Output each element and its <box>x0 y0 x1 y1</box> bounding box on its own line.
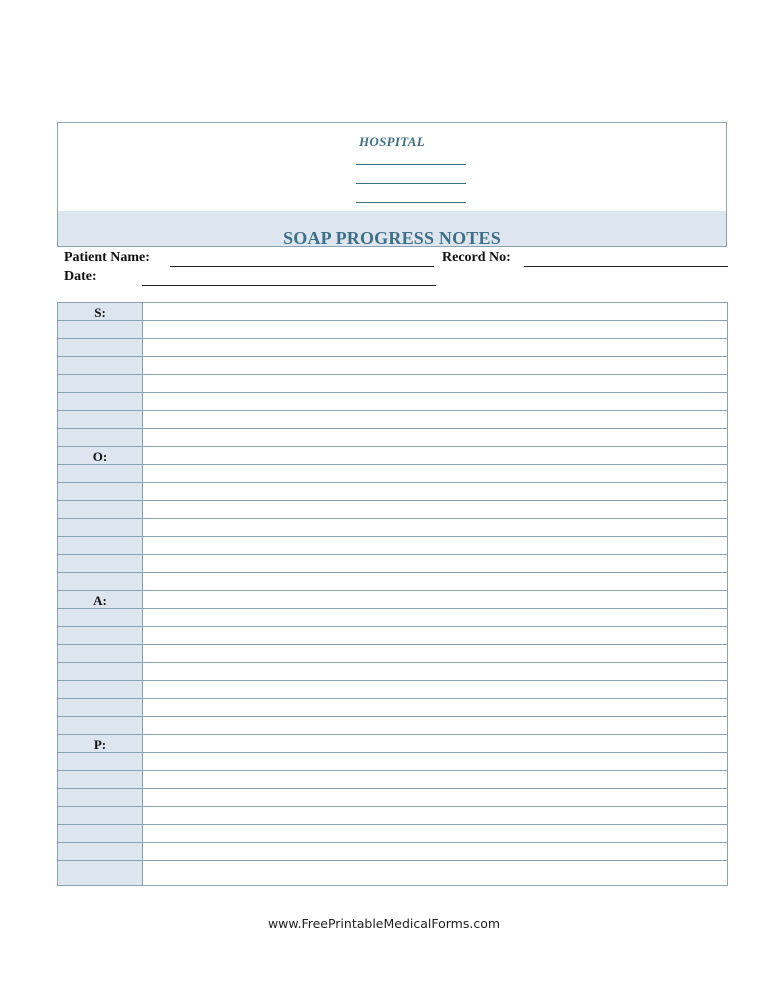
section-label: S: <box>94 305 106 320</box>
note-row[interactable] <box>58 861 727 879</box>
note-row[interactable] <box>58 591 727 609</box>
hospital-header-box <box>57 122 727 247</box>
note-row[interactable] <box>58 357 727 375</box>
note-row[interactable] <box>58 789 727 807</box>
form-title: SOAP PROGRESS NOTES <box>283 228 501 248</box>
note-row[interactable] <box>58 465 727 483</box>
note-row[interactable] <box>58 699 727 717</box>
note-row[interactable] <box>58 609 727 627</box>
note-row[interactable] <box>58 735 727 753</box>
note-row[interactable] <box>58 663 727 681</box>
note-row[interactable] <box>58 771 727 789</box>
note-row[interactable] <box>58 573 727 591</box>
record-no-field[interactable] <box>524 266 728 267</box>
date-label: Date: <box>64 269 97 284</box>
note-row[interactable] <box>58 537 727 555</box>
date-field[interactable] <box>142 285 436 286</box>
note-row[interactable] <box>58 645 727 663</box>
section-label: P: <box>93 737 107 752</box>
hospital-address-line-2[interactable] <box>356 183 466 184</box>
hospital-address-line-3[interactable] <box>356 202 466 203</box>
record-no-label: Record No: <box>442 250 511 265</box>
hospital-address-line-1[interactable] <box>356 164 466 165</box>
note-row[interactable] <box>58 753 727 771</box>
note-row[interactable] <box>58 375 727 393</box>
note-row[interactable] <box>58 717 727 735</box>
note-row[interactable] <box>58 303 727 321</box>
note-row[interactable] <box>58 321 727 339</box>
note-row[interactable] <box>58 681 727 699</box>
note-row[interactable] <box>58 627 727 645</box>
note-row[interactable] <box>58 483 727 501</box>
footer-url: www.FreePrintableMedicalForms.com <box>267 916 501 931</box>
soap-notes-table <box>57 302 728 886</box>
note-row[interactable] <box>58 843 727 861</box>
section-label: A: <box>93 593 107 608</box>
section-label: O: <box>92 449 108 464</box>
note-row[interactable] <box>58 555 727 573</box>
note-row[interactable] <box>58 393 727 411</box>
patient-name-label: Patient Name: <box>64 250 150 265</box>
note-row[interactable] <box>58 825 727 843</box>
note-row[interactable] <box>58 429 727 447</box>
hospital-name: HOSPITAL <box>359 134 425 149</box>
patient-name-field[interactable] <box>170 266 434 267</box>
note-row[interactable] <box>58 447 727 465</box>
note-row[interactable] <box>58 339 727 357</box>
note-row[interactable] <box>58 807 727 825</box>
note-row[interactable] <box>58 411 727 429</box>
note-row[interactable] <box>58 501 727 519</box>
note-row[interactable] <box>58 519 727 537</box>
